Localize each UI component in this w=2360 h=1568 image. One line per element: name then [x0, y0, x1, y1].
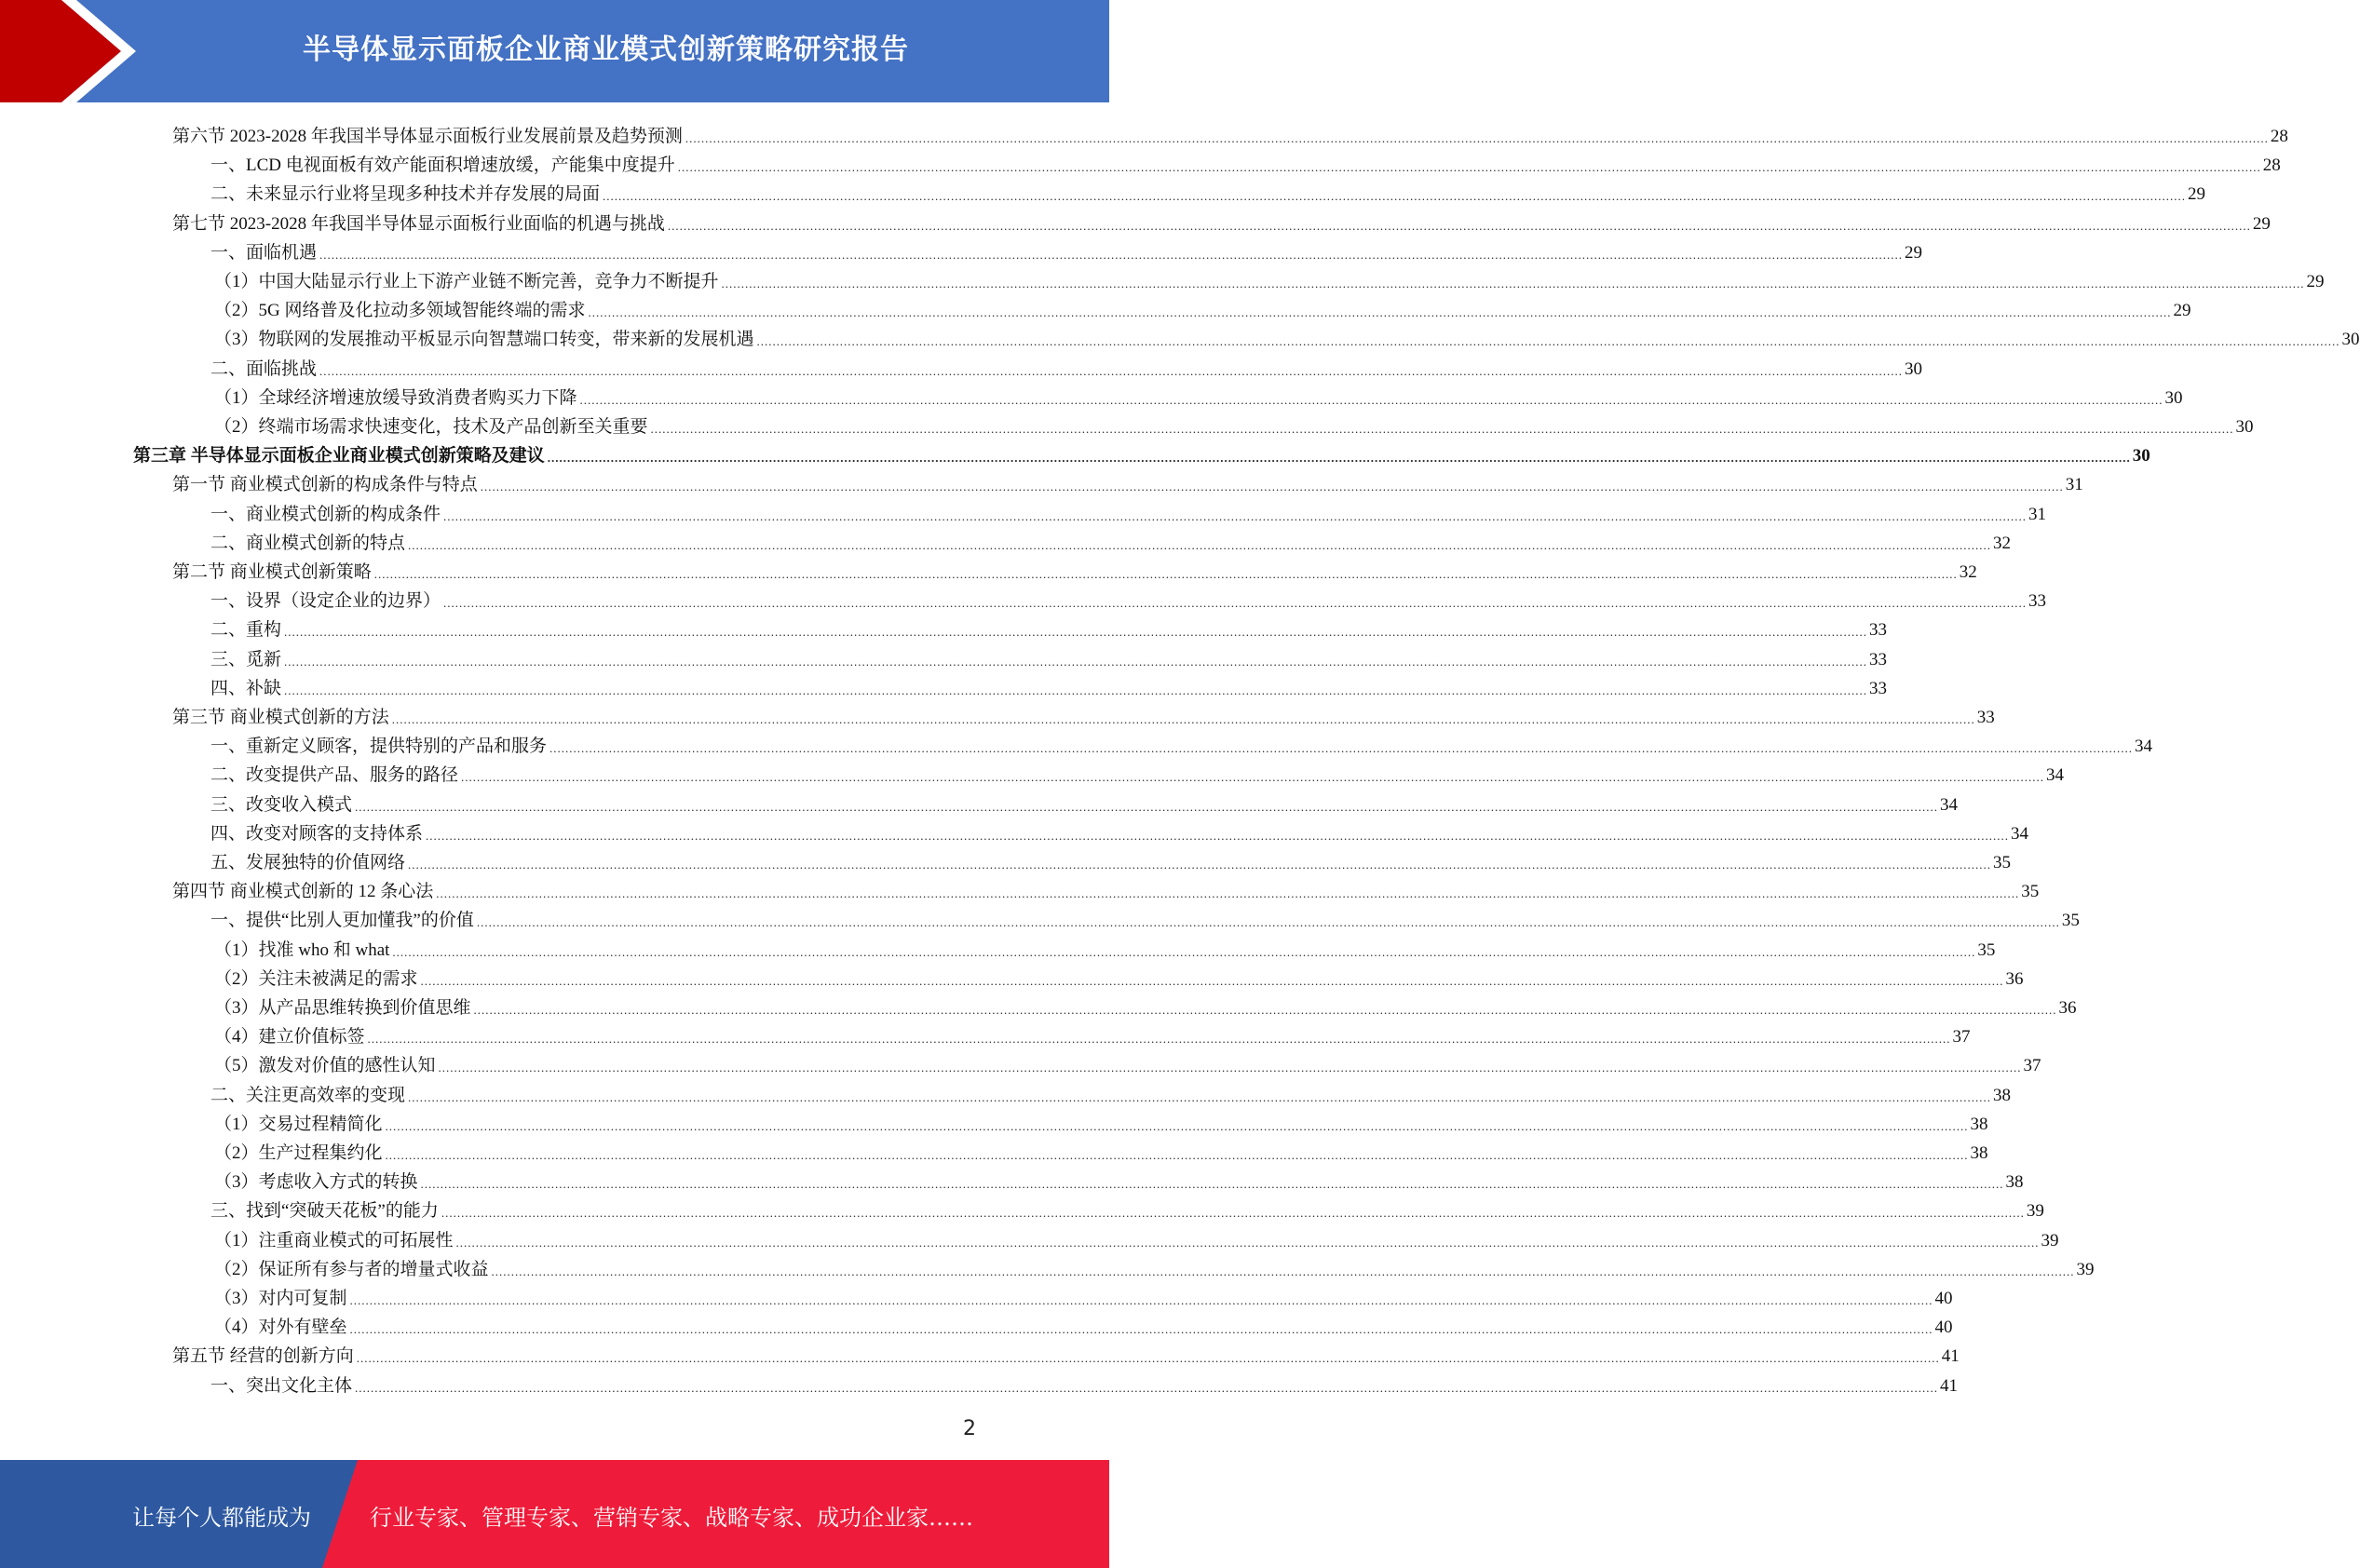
toc-leader-dots: ................................................................................................................................................................................................................................................................................................................................................................................................................ [443, 596, 2028, 611]
toc-entry[interactable] [214, 1309, 1953, 1338]
toc-entry[interactable] [172, 466, 2083, 495]
toc-entry-title: 三、改变收入模式 [210, 794, 353, 815]
toc-entry-title: 第五节 经营的创新方向 [172, 1346, 354, 1367]
toc-entry-page: 30 [1905, 358, 1923, 379]
toc-leader-dots: ................................................................................................................................................................................................................................................................................................................................................................................................................ [319, 247, 1904, 262]
toc-leader-dots: ................................................................................................................................................................................................................................................................................................................................................................................................................ [420, 973, 2004, 988]
toc-leader-dots: ................................................................................................................................................................................................................................................................................................................................................................................................................ [480, 480, 2064, 494]
toc-entry-title: 一、设界（设定企业的边界） [210, 591, 441, 612]
toc-leader-dots: ................................................................................................................................................................................................................................................................................................................................................................................................................ [441, 1206, 2025, 1221]
toc-entry-page: 32 [1993, 533, 2012, 553]
toc-entry-title: （3）考虑收入方式的转换 [214, 1172, 418, 1193]
toc-entry-title: 一、提供“比别人更加懂我”的价值 [210, 911, 474, 931]
toc-leader-dots: ................................................................................................................................................................................................................................................................................................................................................................................................................ [367, 1032, 1951, 1047]
toc-entry-page: 32 [1959, 562, 1977, 582]
toc-entry-title: 一、商业模式创新的构成条件 [210, 504, 441, 524]
toc-entry-title: 四、补缺 [210, 678, 282, 698]
toc-entry-page: 35 [2021, 882, 2040, 902]
toc-entry[interactable] [210, 583, 2047, 612]
toc-entry-title: 一、突出文化主体 [210, 1375, 353, 1396]
toc-entry-title: 第六节 2023-2028 年我国半导体显示面板行业发展前景及趋势预测 [172, 127, 683, 146]
toc-entry-page: 39 [2076, 1259, 2095, 1279]
toc-entry-title: （5）激发对价值的感性认知 [214, 1056, 436, 1076]
toc-entry-title: 三、找到“突破天花板”的能力 [210, 1201, 439, 1222]
toc-entry-page: 29 [2173, 301, 2191, 321]
toc-leader-dots: ................................................................................................................................................................................................................................................................................................................................................................................................................ [721, 277, 2305, 291]
toc-entry-title: （3）对内可复制 [214, 1289, 347, 1308]
toc-leader-dots: ................................................................................................................................................................................................................................................................................................................................................................................................................ [385, 1118, 1969, 1133]
toc-entry[interactable] [210, 235, 1923, 264]
toc-entry[interactable] [214, 1019, 1971, 1048]
toc-entry-page: 36 [2005, 968, 2024, 989]
footer-slogan-left: 让每个人都能成为 [132, 1505, 311, 1531]
toc-entry-title: 第三章 半导体显示面板企业商业模式创新策略及建议 [133, 446, 545, 466]
toc-entry-title: 二、面临挑战 [210, 358, 318, 379]
toc-entry[interactable] [214, 321, 2360, 350]
toc-entry-title: （2）关注未被满足的需求 [214, 968, 418, 989]
toc-entry-page: 35 [1977, 939, 1996, 960]
toc-entry[interactable] [172, 206, 2271, 235]
toc-entry-title: （2）终端市场需求快速变化，技术及产品创新至关重要 [214, 417, 648, 437]
toc-leader-dots: ................................................................................................................................................................................................................................................................................................................................................................................................................ [385, 1148, 1969, 1162]
toc-entry-title: 第七节 2023-2028 年我国半导体显示面板行业面临的机遇与挑战 [172, 213, 665, 234]
toc-entry[interactable] [210, 1193, 2044, 1222]
toc-leader-dots: ................................................................................................................................................................................................................................................................................................................................................................................................................ [667, 218, 2251, 233]
toc-entry-page: 37 [1952, 1027, 1971, 1048]
toc-entry[interactable] [210, 757, 2065, 786]
toc-leader-dots: ................................................................................................................................................................................................................................................................................................................................................................................................................ [408, 537, 1992, 552]
toc-entry[interactable] [210, 612, 1888, 641]
toc-leader-dots: ................................................................................................................................................................................................................................................................................................................................................................................................................ [420, 1177, 2004, 1192]
toc-entry-page: 29 [1905, 242, 1923, 263]
toc-leader-dots: ................................................................................................................................................................................................................................................................................................................................................................................................................ [355, 799, 1939, 814]
toc-entry-title: 第四节 商业模式创新的 12 条心法 [172, 882, 434, 902]
toc-entry-title: 第一节 商业模式创新的构成条件与特点 [172, 475, 478, 495]
toc-entry-page: 38 [1970, 1143, 1988, 1163]
toc-entry-page: 28 [2270, 127, 2288, 146]
toc-entry-title: （1）注重商业模式的可拓展性 [214, 1230, 454, 1250]
toc-entry-page: 38 [1993, 1085, 2012, 1105]
toc-entry-title: （2）保证所有参与者的增量式收益 [214, 1259, 489, 1279]
toc-leader-dots: ................................................................................................................................................................................................................................................................................................................................................................................................................ [756, 334, 2340, 349]
toc-entry[interactable] [210, 728, 2153, 757]
toc-entry-page: 41 [1941, 1346, 1960, 1367]
toc-entry-page: 39 [2026, 1201, 2044, 1222]
toc-entry-page: 34 [2046, 765, 2065, 786]
toc-entry-title: （4）建立价值标签 [214, 1027, 365, 1048]
toc-entry[interactable] [214, 990, 2077, 1019]
toc-entry[interactable] [172, 554, 1977, 583]
toc-entry[interactable] [210, 147, 2281, 176]
toc-entry-title: （3）物联网的发展推动平板显示向智慧端口转变，带来新的发展机遇 [214, 330, 754, 350]
toc-leader-dots: ................................................................................................................................................................................................................................................................................................................................................................................................................ [579, 392, 2163, 407]
toc-entry[interactable] [214, 1135, 1988, 1164]
toc-entry-page: 38 [2005, 1172, 2024, 1193]
toc-entry[interactable] [210, 1077, 2012, 1106]
toc-entry[interactable] [210, 525, 2012, 554]
toc-entry-title: 一、面临机遇 [210, 242, 318, 263]
toc-entry[interactable] [210, 845, 2012, 873]
toc-entry-page: 33 [1869, 649, 1888, 669]
toc-entry-title: 四、改变对顾客的支持体系 [210, 823, 424, 844]
toc-entry[interactable] [214, 1048, 2041, 1076]
red-chevron-logo [0, 0, 149, 102]
toc-entry-title: （4）对外有壁垒 [214, 1318, 347, 1338]
toc-leader-dots: ................................................................................................................................................................................................................................................................................................................................................................................................................ [356, 1351, 1940, 1366]
toc-entry-title: 一、LCD 电视面板有效产能面积增速放缓，产能集中度提升 [210, 155, 675, 176]
toc-entry-title: （2）生产过程集约化 [214, 1143, 383, 1163]
toc-entry-page: 33 [1976, 708, 1995, 727]
toc-entry-page: 36 [2058, 998, 2077, 1018]
toc-entry-title: 二、商业模式创新的特点 [210, 533, 406, 553]
toc-entry-title: （1）全球经济增速放缓导致消费者购买力下降 [214, 387, 577, 408]
toc-entry[interactable] [210, 787, 1959, 816]
toc-leader-dots: ................................................................................................................................................................................................................................................................................................................................................................................................................ [650, 422, 2234, 436]
toc-entry[interactable] [210, 642, 1888, 670]
toc-entry[interactable] [133, 438, 2150, 466]
toc-leader-dots: ................................................................................................................................................................................................................................................................................................................................................................................................................ [461, 770, 2045, 785]
toc-entry-page: 29 [2188, 184, 2206, 205]
toc-leader-dots: ................................................................................................................................................................................................................................................................................................................................................................................................................ [391, 712, 1975, 726]
report-title: 半导体显示面板企业商业模式创新策略研究报告 [303, 34, 909, 66]
toc-entry[interactable] [214, 1106, 1988, 1135]
toc-leader-dots: ................................................................................................................................................................................................................................................................................................................................................................................................................ [547, 451, 2131, 466]
toc-leader-dots: ................................................................................................................................................................................................................................................................................................................................................................................................................ [349, 1322, 1933, 1337]
toc-leader-dots: ................................................................................................................................................................................................................................................................................................................................................................................................................ [677, 160, 2261, 175]
toc-leader-dots: ................................................................................................................................................................................................................................................................................................................................................................................................................ [491, 1264, 2075, 1278]
toc-entry[interactable] [210, 1368, 1959, 1397]
toc-entry-page: 30 [2235, 417, 2254, 437]
toc-entry-page: 35 [1993, 853, 2012, 872]
toc-entry-page: 40 [1934, 1318, 1953, 1338]
toc-leader-dots: ................................................................................................................................................................................................................................................................................................................................................................................................................ [373, 567, 1958, 581]
toc-leader-dots: ................................................................................................................................................................................................................................................................................................................................................................................................................ [408, 858, 1992, 872]
toc-entry-page: 29 [2306, 272, 2325, 291]
toc-entry-title: 二、改变提供产品、服务的路径 [210, 765, 459, 786]
toc-entry-page: 31 [2065, 475, 2083, 495]
toc-entry[interactable] [214, 1280, 1953, 1309]
toc-entry[interactable] [210, 351, 1923, 380]
toc-entry-title: 二、重构 [210, 620, 282, 641]
toc-leader-dots: ................................................................................................................................................................................................................................................................................................................................................................................................................ [603, 189, 2187, 204]
toc-entry-title: 二、未来显示行业将呈现多种技术并存发展的局面 [210, 184, 601, 205]
page-header [0, 0, 1109, 102]
toc-leader-dots: ................................................................................................................................................................................................................................................................................................................................................................................................................ [284, 654, 1868, 669]
toc-leader-dots: ................................................................................................................................................................................................................................................................................................................................................................................................................ [476, 915, 2060, 930]
toc-entry[interactable] [210, 670, 1888, 699]
footer-slogan-right: 行业专家、管理专家、营销专家、战略专家、成功企业家…… [370, 1505, 973, 1531]
toc-entry[interactable] [210, 902, 2080, 931]
toc-entry[interactable] [210, 176, 2206, 205]
toc-entry-page: 29 [2252, 213, 2271, 234]
toc-entry-page: 39 [2041, 1230, 2059, 1250]
toc-entry-page: 38 [1970, 1114, 1988, 1134]
toc-entry[interactable] [214, 380, 2183, 409]
toc-entry-page: 40 [1934, 1289, 1953, 1308]
toc-entry[interactable] [210, 496, 2047, 525]
toc-entry-title: （1）中国大陆显示行业上下游产业链不断完善，竞争力不断提升 [214, 272, 719, 291]
toc-entry-title: 五、发展独特的价值网络 [210, 853, 406, 872]
toc-entry[interactable] [172, 873, 2040, 902]
toc-entry[interactable] [214, 932, 1996, 961]
toc-entry-page: 37 [2023, 1056, 2041, 1076]
toc-entry-title: （2）5G 网络普及化拉动多领域智能终端的需求 [214, 301, 586, 321]
toc-leader-dots: ................................................................................................................................................................................................................................................................................................................................................................................................................ [438, 1061, 2022, 1075]
toc-entry-title: 第二节 商业模式创新策略 [172, 562, 372, 582]
toc-entry-title: （3）从产品思维转换到价值思维 [214, 998, 471, 1018]
toc-leader-dots: ................................................................................................................................................................................................................................................................................................................................................................................................................ [685, 131, 2269, 145]
toc-entry-page: 34 [1940, 794, 1959, 815]
toc-leader-dots: ................................................................................................................................................................................................................................................................................................................................................................................................................ [284, 625, 1868, 640]
toc-entry[interactable] [172, 699, 1995, 728]
toc-entry-title: 第三节 商业模式创新的方法 [172, 708, 389, 727]
toc-entry[interactable] [172, 118, 2288, 147]
toc-entry-page: 34 [2011, 823, 2029, 844]
toc-entry-page: 28 [2262, 155, 2281, 176]
toc-entry[interactable] [214, 1251, 2095, 1280]
toc-leader-dots: ................................................................................................................................................................................................................................................................................................................................................................................................................ [443, 508, 2028, 523]
toc-entry[interactable] [214, 961, 2024, 990]
toc-entry-title: 一、重新定义顾客，提供特别的产品和服务 [210, 737, 548, 757]
toc-entry-page: 31 [2028, 504, 2047, 524]
page-footer [0, 1460, 1109, 1568]
toc-entry[interactable] [214, 1164, 2024, 1193]
toc-entry[interactable] [172, 1338, 1960, 1367]
toc-leader-dots: ................................................................................................................................................................................................................................................................................................................................................................................................................ [455, 1235, 2040, 1250]
toc-entry-page: 33 [1869, 678, 1888, 698]
toc-entry-page: 33 [1869, 620, 1888, 641]
toc-entry[interactable] [214, 1223, 2059, 1251]
toc-leader-dots: ................................................................................................................................................................................................................................................................................................................................................................................................................ [355, 1380, 1939, 1395]
toc-entry-page: 35 [2061, 911, 2080, 931]
toc-entry[interactable] [214, 264, 2325, 292]
toc-leader-dots: ................................................................................................................................................................................................................................................................................................................................................................................................................ [436, 886, 2020, 901]
toc-leader-dots: ................................................................................................................................................................................................................................................................................................................................................................................................................ [349, 1293, 1933, 1307]
toc-entry-page: 41 [1940, 1375, 1959, 1396]
toc-entry-title: 三、觅新 [210, 649, 282, 669]
toc-leader-dots: ................................................................................................................................................................................................................................................................................................................................................................................................................ [392, 944, 1976, 959]
page-number: 2 [963, 1417, 976, 1440]
toc-entry[interactable] [214, 409, 2254, 438]
toc-entry-title: （1）交易过程精简化 [214, 1114, 383, 1134]
toc-leader-dots: ................................................................................................................................................................................................................................................................................................................................................................................................................ [549, 741, 2134, 756]
toc-leader-dots: ................................................................................................................................................................................................................................................................................................................................................................................................................ [588, 305, 2172, 320]
toc-leader-dots: ................................................................................................................................................................................................................................................................................................................................................................................................................ [408, 1089, 1992, 1104]
toc-leader-dots: ................................................................................................................................................................................................................................................................................................................................................................................................................ [473, 1003, 2057, 1017]
toc-entry-page: 30 [2132, 446, 2150, 466]
toc-entry-title: （1）找准 who 和 what [214, 939, 390, 960]
toc-entry-title: 二、关注更高效率的变现 [210, 1085, 406, 1105]
toc-entry[interactable] [214, 292, 2191, 321]
toc-entry-page: 33 [2028, 591, 2047, 612]
toc-entry-page: 30 [2341, 330, 2360, 350]
toc-entry-page: 34 [2135, 737, 2153, 757]
toc-entry[interactable] [210, 816, 2029, 845]
toc-leader-dots: ................................................................................................................................................................................................................................................................................................................................................................................................................ [426, 828, 2010, 843]
toc-entry-page: 30 [2164, 387, 2183, 408]
toc-leader-dots: ................................................................................................................................................................................................................................................................................................................................................................................................................ [319, 363, 1904, 378]
toc-leader-dots: ................................................................................................................................................................................................................................................................................................................................................................................................................ [284, 683, 1868, 697]
